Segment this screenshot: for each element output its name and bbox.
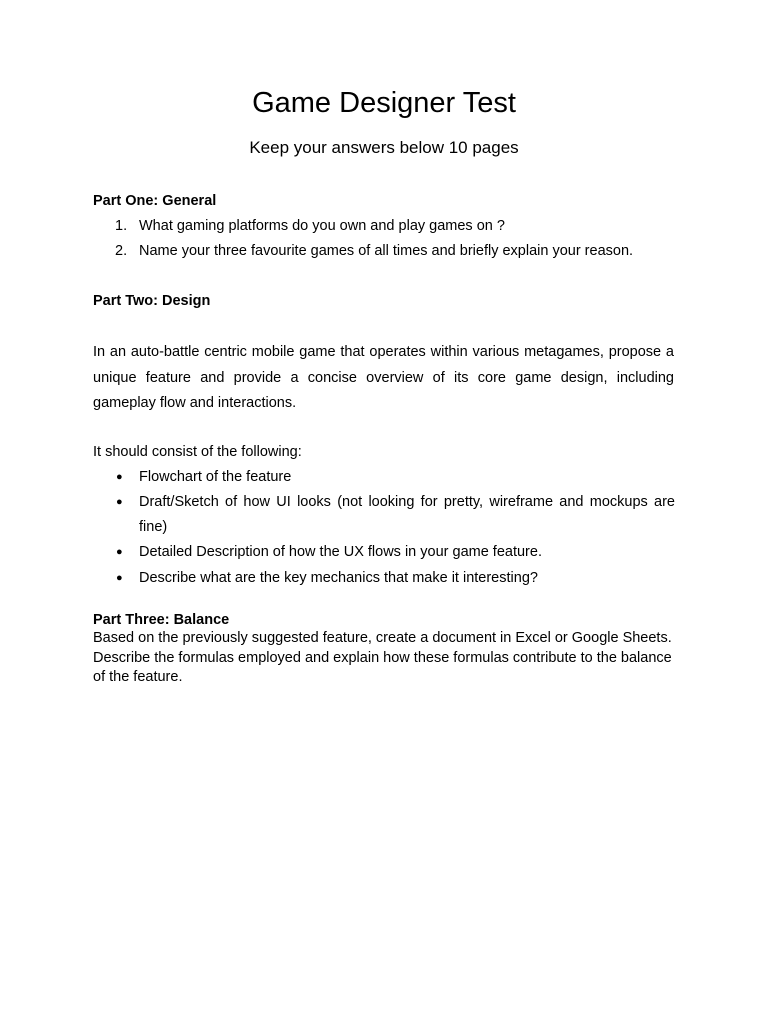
bullet-list-item [93, 490, 675, 540]
balance-paragraph: Based on the previously suggested feature, create a document in Excel or Google Sheets. Describe the formulas employed and explain how these formulas contribute to the balance of the feature. [93, 630, 672, 685]
design-paragraph: In an auto-battle centric mobile game that operates within various metagames, propose a unique feature and provide a concise overview of its core game design, including gameplay flow and interactions. [93, 344, 674, 411]
list-item-text: Flowchart of the feature [139, 469, 292, 485]
numbered-list-item [93, 239, 675, 264]
list-item-text: Name your three favourite games of all times and briefly explain your reason. [139, 243, 634, 259]
part-one-heading: Part One: General [93, 193, 217, 209]
part-two-heading: Part Two: Design [93, 293, 211, 309]
list-item-text: Draft/Sketch of how UI looks (not looking for pretty, wireframe and mockups are fine) [139, 494, 675, 535]
page-title: Game Designer Test [252, 87, 516, 119]
part-three-heading: Part Three: Balance [93, 612, 230, 628]
list-number: 1. [115, 218, 128, 234]
list-item-text: What gaming platforms do you own and play games on ? [139, 218, 505, 234]
bullet-icon: ● [116, 471, 123, 483]
page-subtitle: Keep your answers below 10 pages [249, 138, 519, 157]
bullet-list-item [93, 465, 675, 490]
bullet-list-item [93, 566, 675, 591]
bullet-list-item [93, 540, 675, 565]
list-item-text: Describe what are the key mechanics that make it interesting? [139, 570, 538, 586]
bullet-icon: ● [116, 572, 123, 584]
numbered-list-item [93, 214, 675, 239]
list-number: 2. [115, 243, 128, 259]
list-item-text: Detailed Description of how the UX flows in your game feature. [139, 544, 542, 560]
bullet-icon: ● [116, 546, 123, 558]
bullet-icon: ● [116, 496, 123, 508]
design-list-intro: It should consist of the following: [93, 444, 302, 460]
